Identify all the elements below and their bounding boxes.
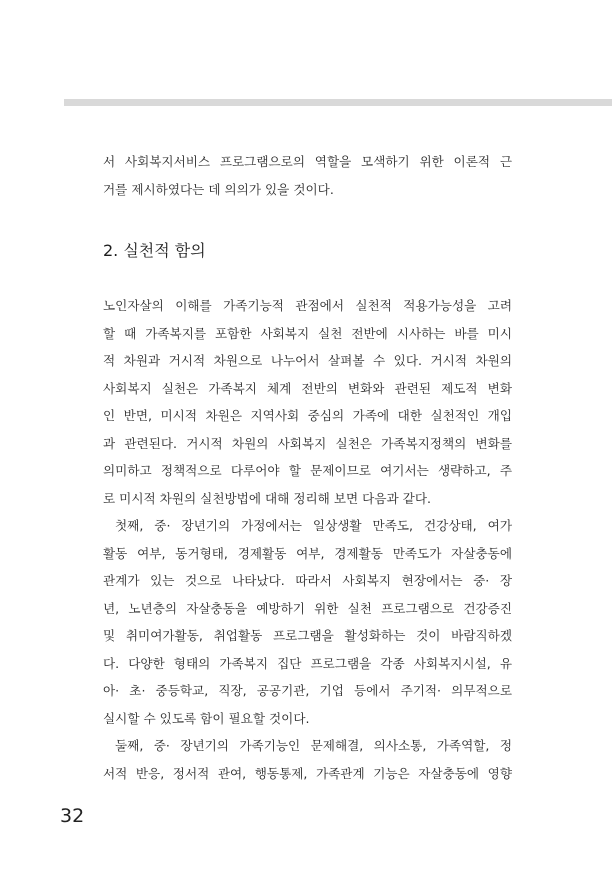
page-number: 32	[60, 805, 85, 827]
text-line: 할 때 가족복지를 포함한 사회복지 실천 전반에 시사하는 바를 미시	[103, 325, 512, 341]
text-line: 의미하고 정책적으로 다루어야 할 문제이므로 여기서는 생략하고, 주	[103, 463, 512, 478]
text-line: 년, 노년층의 자살충동을 예방하기 위한 실천 프로그램으로 건강증진	[103, 600, 512, 616]
text-line: 인 반면, 미시적 차원은 지역사회 중심의 가족에 대한 실천적인 개입	[103, 408, 512, 423]
section-heading: 2. 실천적 함의	[103, 241, 206, 260]
paragraph	[103, 292, 512, 787]
text-line: 과 관련된다. 거시적 차원의 사회복지 실천은 가족복지정책의 변화를	[103, 435, 512, 451]
text-line: 로 미시적 차원의 실천방법에 대해 정리해 보면 다음과 같다.	[103, 490, 432, 506]
text-line: 둘째, 중· 장년기의 가족기능인 문제해결, 의사소통, 가족역할, 정	[115, 738, 512, 753]
text-line: 노인자살의 이해를 가족기능적 관점에서 실천적 적용가능성을 고려	[103, 298, 512, 313]
text-line: 다. 다양한 형태의 가족복지 집단 프로그램을 각종 사회복지시설, 유	[103, 655, 512, 671]
text-line: 활동 여부, 동거형태, 경제활동 여부, 경제활동 만족도가 자살충동에	[103, 545, 512, 561]
text-line: 관계가 있는 것으로 나타났다. 따라서 사회복지 현장에서는 중· 장	[103, 573, 512, 588]
text-line: 사회복지 실천은 가족복지 체계 전반의 변화와 관련된 제도적 변화	[103, 380, 512, 396]
text-line: 서 사회복지서비스 프로그램으로의 역할을 모색하기 위한 이론적 근	[103, 154, 512, 169]
text-line: 및 취미여가활동, 취업활동 프로그램을 활성화하는 것이 바람직하겠	[103, 628, 512, 643]
text-line: 첫째, 중· 장년기의 가정에서는 일상생활 만족도, 건강상태, 여가	[115, 518, 512, 533]
text-line: 실시할 수 있도록 함이 필요할 것이다.	[103, 710, 310, 726]
text-line: 아· 초· 중등학교, 직장, 공공기관, 기업 등에서 주기적· 의무적으로	[103, 683, 512, 698]
page-body	[103, 148, 512, 787]
text-line: 서적 반응, 정서적 관여, 행동통제, 가족관계 기능은 자살충동에 영향	[103, 765, 512, 781]
header-rule	[64, 99, 612, 106]
text-line: 적 차원과 거시적 차원으로 나누어서 살펴볼 수 있다. 거시적 차원의	[103, 353, 512, 368]
text-line: 거를 제시하였다는 데 의의가 있을 것이다.	[103, 181, 334, 197]
